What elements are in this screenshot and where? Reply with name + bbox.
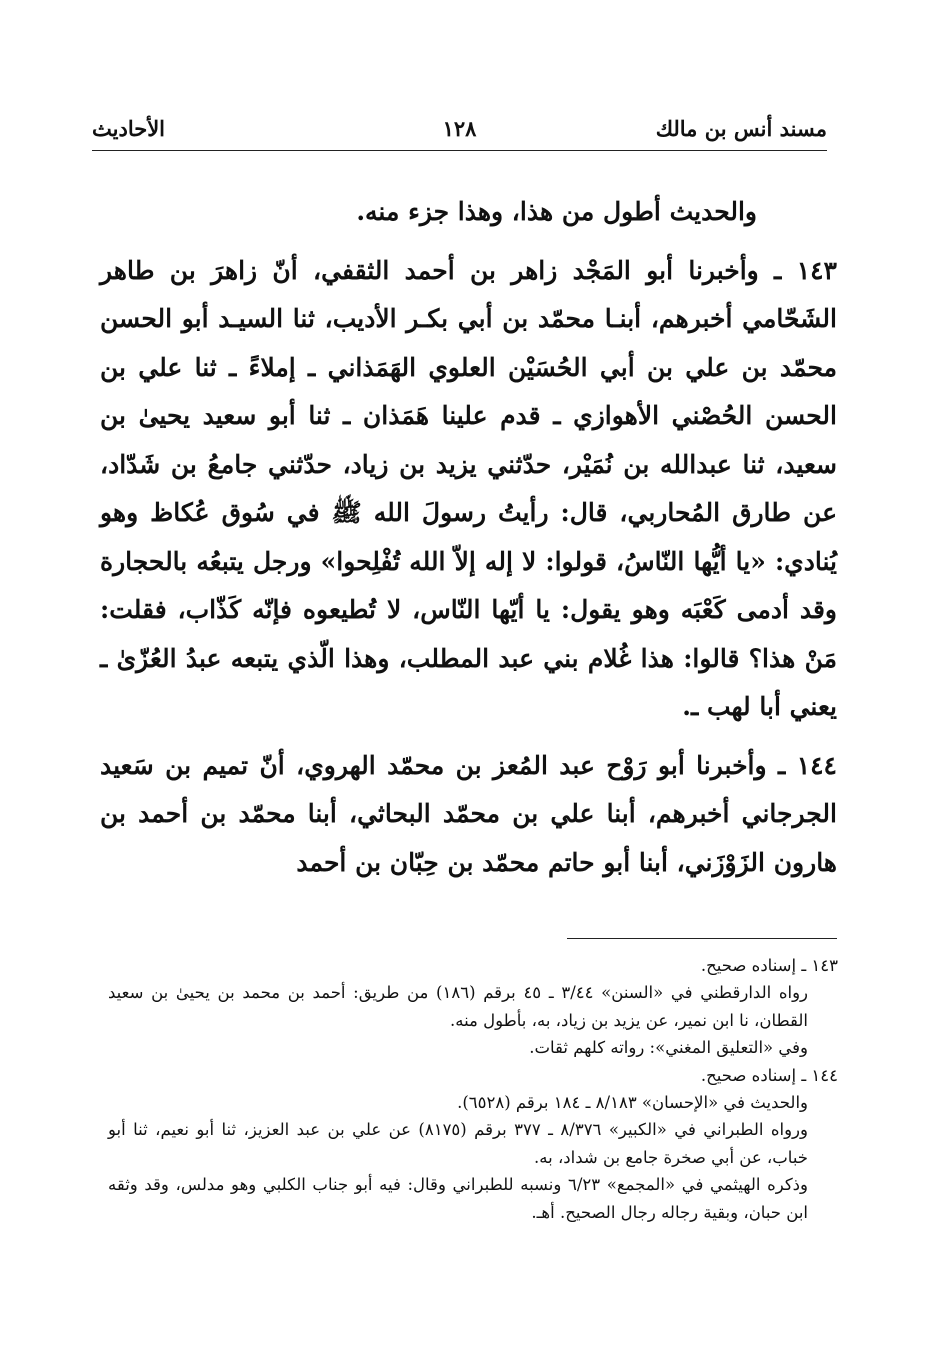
page-number: ١٢٨ [442,116,477,141]
footnote-143 [108,952,838,1062]
footnotes [108,952,838,1226]
footnote-line: ورواه الطبراني في «الكبير» ٨/٣٧٦ ـ ٣٧٧ برقم (٨١٧٥) عن علي بن عبد العزيز، ثنا أبو نعيم، ثنا أبو خباب، عن أبي صخرة جامع بن شداد، به. [108,1120,808,1167]
hadith-143 [100,247,837,732]
hadith-text: ـ وأخبرنا أبو رَوْح عبد المُعز بن محمّد الهروي، أنّ تميم بن سَعيد الجرجاني أخبرهم، أبنا علي بن محمّد البحاثي، أبنا محمّد بن أحمد بن هارون الزَوْزَني، أبنا أبو حاتم محمّد بن حِبّان بن أحمد [100,750,837,877]
header-book-title: مسند أنس بن مالك [655,116,827,141]
footnote-line: وفي «التعليق المغني»: رواته كلهم ثقات. [529,1038,808,1058]
header-divider [92,150,827,151]
intro-line: والحديث أطول من هذا، وهذا جزء منه. [356,197,757,226]
footnote-line: والحديث في «الإحسان» ٨/١٨٣ ـ ١٨٤ برقم (٦٥٢٨). [457,1093,808,1113]
hadith-number: ١٤٤ [796,750,837,780]
header-section-title: الأحاديث [92,116,166,141]
main-text [100,188,837,887]
footnote-heading: ١٤٣ ـ إسناده صحيح. [700,956,838,975]
hadith-144 [100,742,837,888]
footnote-line: رواه الدارقطني في «السنن» ٣/٤٤ ـ ٤٥ برقم (١٨٦) من طريق: أحمد بن محمد بن يحيىٰ بن سعيد القطان، نا ابن نمير، عن يزيد بن زياد، به، بأطول منه. [108,983,809,1030]
footnote-heading: ١٤٤ ـ إسناده صحيح. [700,1065,838,1085]
footnote-line: وذكره الهيثمي في «المجمع» ٦/٢٣ ونسبه للطبراني وقال: فيه أبو جناب الكلبي وهو مدلس، وقد وثقه ابن حبان، وبقية رجاله رجال الصحيح. أهـ. [108,1175,808,1222]
running-header [92,116,827,150]
footnote-divider [567,938,837,939]
hadith-number: ١٤٣ [796,255,837,285]
footnote-144 [108,1062,838,1226]
hadith-text: ـ وأخبرنا أبو المَجْد زاهر بن أحمد الثقفي، أنّ زاهرَ بن طاهر الشَحّامي أخبرهم، أبنـا محمّد بن أبي بكـر الأديب، ثنا السيـد أبو الحسن محمّد بن علي بن أبي الحُسَيْن العلوي الهَمَذاني ـ إملاءً ـ ثنا علي بن الحسن الحُصْني الأهوازي ـ قدم علينا هَمَذان ـ ثنا أبو سعيد يحيىٰ بن سعيد، ثنا عبدالله بن نُمَيْر، حدّثني يزيد بن زياد، حدّثني جامعُ بن شَدّاد، عن طارق المُحاربي، قال: رأيتُ رسولَ الله ﷺ في سُوق عُكاظ وهو يُنادي: «يا أيُّها النّاسُ، قولوا: لا إله إلاّ الله تُفْلِحوا» ورجل يتبعُه بالحجارة وقد أدمى كَعْبَه وهو يقول: يا أيّها النّاس، لا تُطيعوه فإنّه كَذّاب، فقلت: مَنْ هذا؟ قالوا: هذا غُلام بني عبد المطلب، وهذا الّذي يتبعه عبدُ العُزّىٰ ـ يعني أبا لهب ـ. [100,255,837,721]
